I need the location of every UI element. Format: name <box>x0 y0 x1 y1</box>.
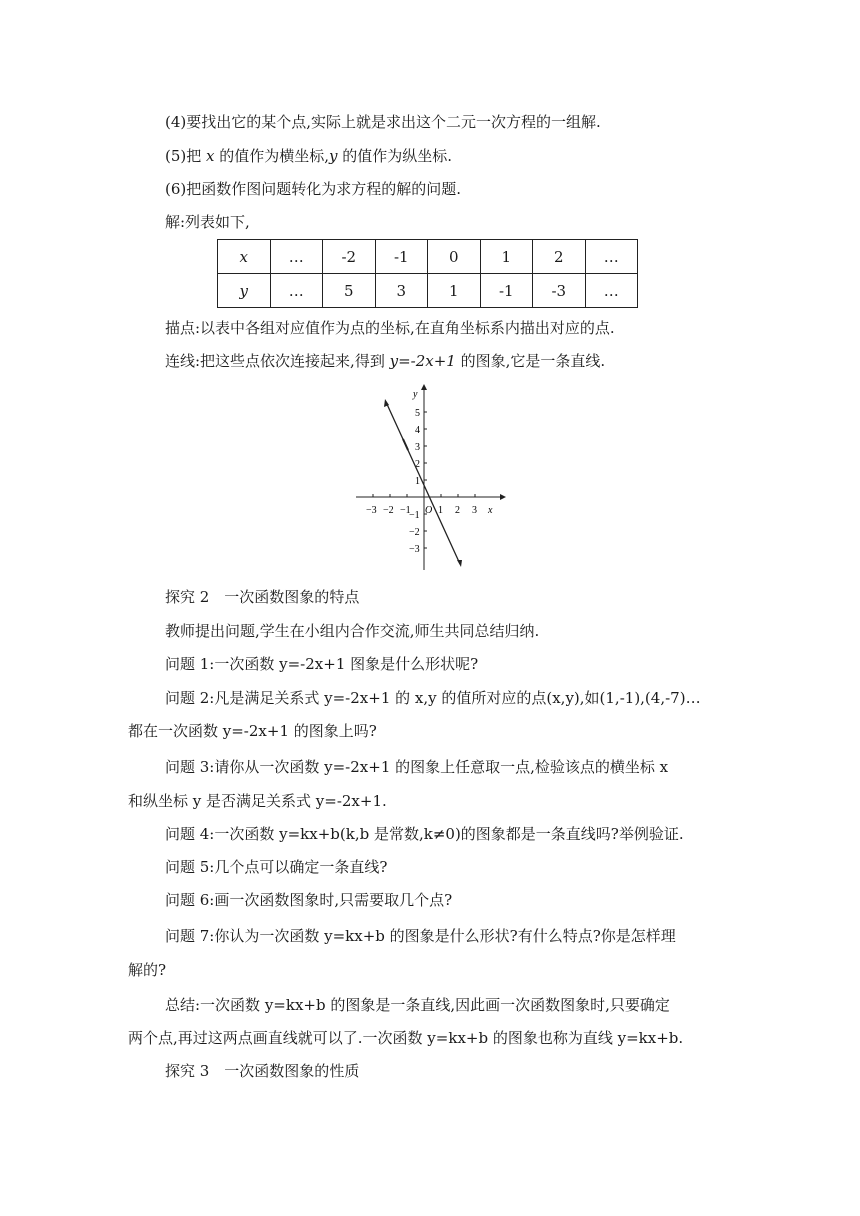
question-5: 问题 5:几个点可以确定一条直线? <box>165 858 388 876</box>
value-table <box>217 239 638 308</box>
table-cell: -3 <box>533 274 586 308</box>
function-line <box>386 402 460 564</box>
table-cell: … <box>270 274 323 308</box>
solution-intro: 解:列表如下, <box>165 213 250 231</box>
x-tick-label: −3 <box>366 505 377 516</box>
line-arrow-bottom <box>457 560 462 567</box>
question-2-cont: 都在一次函数 y=-2x+1 的图象上吗? <box>128 722 377 740</box>
table-cell: -1 <box>375 240 428 274</box>
x-tick-label: −2 <box>383 505 394 516</box>
table-cell: 0 <box>428 240 481 274</box>
table-row <box>218 240 638 274</box>
y-axis-label: y <box>413 389 418 400</box>
table-header-x: x <box>218 240 271 274</box>
question-6: 问题 6:画一次函数图象时,只需要取几个点? <box>165 891 453 909</box>
table-cell: 3 <box>375 274 428 308</box>
question-3-cont: 和纵坐标 y 是否满足关系式 y=-2x+1. <box>128 792 387 810</box>
table-cell: 1 <box>428 274 481 308</box>
summary-cont: 两个点,再过这两点画直线就可以了.一次函数 y=kx+b 的图象也称为直线 y=kx+b. <box>128 1029 684 1047</box>
y-tick-label: 3 <box>415 442 420 453</box>
var-y: y <box>329 147 338 165</box>
question-7-cont: 解的? <box>128 961 167 979</box>
text-segment: (5)把 <box>165 147 207 165</box>
x-axis-arrow <box>500 494 506 500</box>
text-segment: 的值作为纵坐标. <box>337 147 453 165</box>
question-2: 问题 2:凡是满足关系式 y=-2x+1 的 x,y 的值所对应的点(x,y),如(1,-1),(4,-7)… <box>165 689 701 707</box>
table-cell: -1 <box>480 274 533 308</box>
table-cell: -2 <box>323 240 376 274</box>
table-row <box>218 274 638 308</box>
question-4: 问题 4:一次函数 y=kx+b(k,b 是常数,k≠0)的图象都是一条直线吗?举例验证. <box>165 825 684 843</box>
text-line-6: (6)把函数作图问题转化为求方程的解的问题. <box>165 180 462 198</box>
table-cell: … <box>585 240 638 274</box>
question-7: 问题 7:你认为一次函数 y=kx+b 的图象是什么形状?有什么特点?你是怎样理 <box>165 927 676 945</box>
y-tick-label: 5 <box>415 408 420 419</box>
text-line-4: (4)要找出它的某个点,实际上就是求出这个二元一次方程的一组解. <box>165 113 601 131</box>
y-tick-label: 2 <box>415 459 420 470</box>
table-cell: … <box>270 240 323 274</box>
table-header-y: y <box>218 274 271 308</box>
section2-intro: 教师提出问题,学生在小组内合作交流,师生共同总结归纳. <box>165 622 540 640</box>
x-tick-label: 3 <box>472 505 477 516</box>
y-tick-label: 1 <box>415 476 420 487</box>
y-tick-label: −3 <box>409 544 420 555</box>
table-cell: 5 <box>323 274 376 308</box>
plot-step: 描点:以表中各组对应值作为点的坐标,在直角坐标系内描出对应的点. <box>165 319 615 337</box>
question-3: 问题 3:请你从一次函数 y=-2x+1 的图象上任意取一点,检验该点的横坐标 x <box>165 758 669 776</box>
connect-step <box>165 351 605 371</box>
origin-label: O <box>425 505 433 516</box>
summary: 总结:一次函数 y=kx+b 的图象是一条直线,因此画一次函数图象时,只要确定 <box>165 996 670 1014</box>
table-cell: 1 <box>480 240 533 274</box>
y-tick-label: −2 <box>409 527 420 538</box>
y-tick-label: −1 <box>409 510 420 521</box>
text-segment: 的值作为横坐标, <box>214 147 330 165</box>
function-graph <box>350 372 510 577</box>
x-tick-label: 2 <box>455 505 460 516</box>
x-tick-label: 1 <box>438 505 443 516</box>
text-line-5 <box>165 146 452 166</box>
var-x: x <box>206 147 215 165</box>
x-tick-label: −1 <box>400 505 411 516</box>
equation: y=-2x+1 <box>389 352 456 370</box>
y-axis-arrow <box>421 384 427 390</box>
x-axis-label: x <box>488 505 493 516</box>
text-segment: 连线:把这些点依次连接起来,得到 <box>165 352 390 370</box>
question-1: 问题 1:一次函数 y=-2x+1 图象是什么形状呢? <box>165 655 479 673</box>
table-cell: 2 <box>533 240 586 274</box>
section2-title: 探究 2 一次函数图象的特点 <box>165 588 360 606</box>
table-cell: … <box>585 274 638 308</box>
section3-title: 探究 3 一次函数图象的性质 <box>165 1062 360 1080</box>
y-tick-label: 4 <box>415 425 420 436</box>
text-segment: 的图象,它是一条直线. <box>455 352 606 370</box>
line-arrow-mid <box>403 439 408 450</box>
